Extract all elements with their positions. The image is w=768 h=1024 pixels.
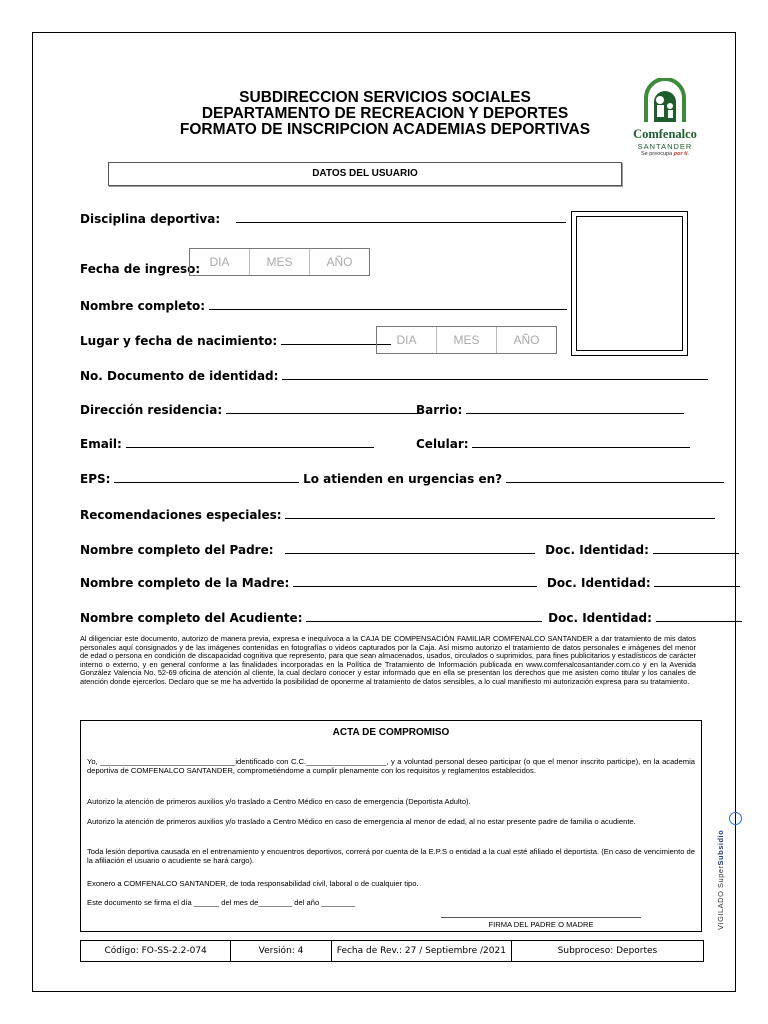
- signature-line[interactable]: [441, 917, 641, 918]
- photo-box: [571, 211, 688, 356]
- input-eps[interactable]: [114, 471, 299, 483]
- header-line-3: FORMATO DE INSCRIPCION ACADEMIAS DEPORTIVAS: [179, 121, 591, 138]
- label-celular: Celular:: [416, 437, 469, 451]
- field-documento: [80, 368, 708, 383]
- label-email: Email:: [80, 437, 122, 451]
- label-lugar-fecha-nac: Lugar y fecha de nacimiento:: [80, 334, 278, 348]
- label-eps: EPS:: [80, 472, 111, 486]
- field-madre: [80, 575, 740, 590]
- field-email: [80, 436, 374, 451]
- acta-compromiso: [80, 720, 702, 932]
- logo-name: Comfenalco: [633, 127, 697, 141]
- footer-version: Versión: 4: [231, 941, 332, 961]
- field-barrio: [416, 402, 684, 417]
- input-direccion[interactable]: [226, 402, 418, 414]
- field-celular: [416, 436, 690, 451]
- label-doc-acudiente: Doc. Identidad:: [548, 611, 652, 625]
- input-doc-madre[interactable]: [654, 575, 740, 587]
- supersubsidio-icon: [729, 812, 742, 825]
- date-ingreso-month[interactable]: MES: [250, 249, 310, 275]
- field-recomendaciones: [80, 507, 715, 522]
- label-nombre: Nombre completo:: [80, 299, 206, 313]
- field-acudiente: [80, 610, 742, 625]
- field-nombre: [80, 298, 567, 313]
- input-disciplina[interactable]: [236, 211, 566, 223]
- field-fecha-ingreso-label: [80, 262, 200, 276]
- date-fecha-ingreso: [189, 248, 370, 276]
- field-eps: [80, 471, 724, 486]
- label-madre: Nombre completo de la Madre:: [80, 576, 290, 590]
- label-documento: No. Documento de identidad:: [80, 369, 279, 383]
- field-padre: [80, 542, 739, 557]
- date-ingreso-year[interactable]: AÑO: [326, 255, 353, 269]
- input-nombre[interactable]: [209, 298, 567, 310]
- input-urgencias[interactable]: [506, 471, 724, 483]
- date-nac-year[interactable]: AÑO: [513, 333, 540, 347]
- vigilado-label: VIGILADO SuperSubsidio: [716, 829, 725, 930]
- input-celular[interactable]: [472, 436, 690, 448]
- input-madre[interactable]: [293, 575, 537, 587]
- input-acudiente[interactable]: [306, 610, 542, 622]
- footer-fecha-rev: Fecha de Rev.: 27 / Septiembre /2021: [332, 941, 512, 961]
- label-acudiente: Nombre completo del Acudiente:: [80, 611, 303, 625]
- document-footer: [80, 940, 704, 962]
- input-email[interactable]: [126, 436, 374, 448]
- input-barrio[interactable]: [466, 402, 684, 414]
- input-doc-padre[interactable]: [653, 542, 739, 554]
- signature-label: FIRMA DEL PADRE O MADRE: [488, 920, 594, 929]
- field-lugar-fecha-nac: [80, 333, 391, 348]
- label-doc-padre: Doc. Identidad:: [545, 543, 649, 557]
- input-documento[interactable]: [282, 368, 708, 380]
- acta-paragraph-5: Exonero a COMFENALCO SANTANDER, de toda responsabilidad civil, laboral o de cualquier tipo.: [87, 879, 419, 888]
- label-fecha-ingreso: Fecha de ingreso:: [80, 262, 201, 276]
- label-padre: Nombre completo del Padre:: [80, 543, 274, 557]
- label-barrio: Barrio:: [416, 403, 463, 417]
- acta-paragraph-6: Este documento se firma el día ______ del mes de________ del año ________: [87, 898, 356, 907]
- label-disciplina: Disciplina deportiva:: [80, 212, 221, 226]
- header-line-2: DEPARTAMENTO DE RECREACION Y DEPORTES: [201, 105, 569, 122]
- input-lugar-nacimiento[interactable]: [281, 333, 391, 345]
- date-nac-month[interactable]: MES: [437, 327, 497, 353]
- privacy-statement: Al diligenciar este documento, autorizo de manera previa, expresa e inequívoca a la CAJA DE COMPENSACIÓN FAMILIAR COMFENALCO SANTANDER a dar tratamiento de mis datos personales aquí consignados y de las imágenes contenidas en fotografías o videos capturados por la Caja. Así mismo autorizo el tratamiento de datos personales e imágenes del menor de edad o persona en condición de discapacidad cognitiva que represento, para que sean almacenados, usados, circulados o suprimidos, para fines publicitarios y estadísticos de carácter interno o externo, y en general conforme a las finalidades incorporadas en la Política de Tratamiento de Información publicada en www.comfenalcosantander.com.co y en la Avenida González Valencia No. 52-69 oficina de atención al cliente, la cual declaro conocer y estar informado que en ella se presentan los derechos que me asisten como titular y los canales de atención donde ejercerlos. Declaro que se me ha advertido la posibilidad de oponerme al tratamiento de datos sensibles, a lo cual manifiesto mi autorización expresa para su tratamiento.: [80, 634, 696, 686]
- input-doc-acudiente[interactable]: [656, 610, 742, 622]
- field-disciplina: [80, 211, 566, 226]
- section-title-datos-usuario: DATOS DEL USUARIO: [108, 162, 622, 186]
- footer-codigo: Código: FO-SS-2.2-074: [81, 941, 231, 961]
- date-nac-day[interactable]: DIA: [377, 327, 437, 353]
- acta-title: ACTA DE COMPROMISO: [332, 727, 450, 738]
- input-padre[interactable]: [285, 542, 535, 554]
- date-ingreso-day[interactable]: DIA: [190, 249, 250, 275]
- footer-subproceso: Subproceso: Deportes: [557, 946, 658, 956]
- logo-emblem-icon: [640, 78, 690, 124]
- date-nacimiento: [376, 326, 557, 354]
- acta-paragraph-2: Autorizo la atención de primeros auxilios y/o traslado a Centro Médico en caso de emergencia (Deportista Adulto).: [87, 797, 471, 806]
- logo-slogan: Se preocupa por ti.: [640, 151, 689, 157]
- comfenalco-logo: [630, 78, 700, 158]
- input-recomendaciones[interactable]: [285, 507, 715, 519]
- acta-paragraph-4: Toda lesión deportiva causada en el entrenamiento y encuentros deportivos, correrá por cuenta de la E.P.S o entidad a la cual esté afiliado el deportista. (En caso de vencimiento de la afiliación el usuario o acudiente se hará cargo).: [87, 847, 695, 865]
- logo-city: SANTANDER: [637, 142, 693, 151]
- field-direccion: [80, 402, 418, 417]
- document-header: [150, 90, 620, 138]
- acta-paragraph-1: Yo, ________________________________identificado con C.C.___________________, y a voluntad personal deseo participar (o que el menor inscrito participe), en la academia deportiva de COMFENALCO SANTANDER, comprometiéndome a cumplir plenamente con los requisitos y reglamentos establecidos.: [87, 757, 695, 775]
- label-recomendaciones: Recomendaciones especiales:: [80, 508, 282, 522]
- label-direccion: Dirección residencia:: [80, 403, 223, 417]
- label-doc-madre: Doc. Identidad:: [546, 576, 651, 590]
- acta-paragraph-3: Autorizo la atención de primeros auxilios y/o traslado a Centro Médico en caso de emergencia al menor de edad, al no estar presente padre de familia o acudiente.: [87, 817, 636, 826]
- label-urgencias: Lo atienden en urgencias en?: [303, 472, 503, 486]
- header-line-1: SUBDIRECCION SERVICIOS SOCIALES: [239, 89, 531, 106]
